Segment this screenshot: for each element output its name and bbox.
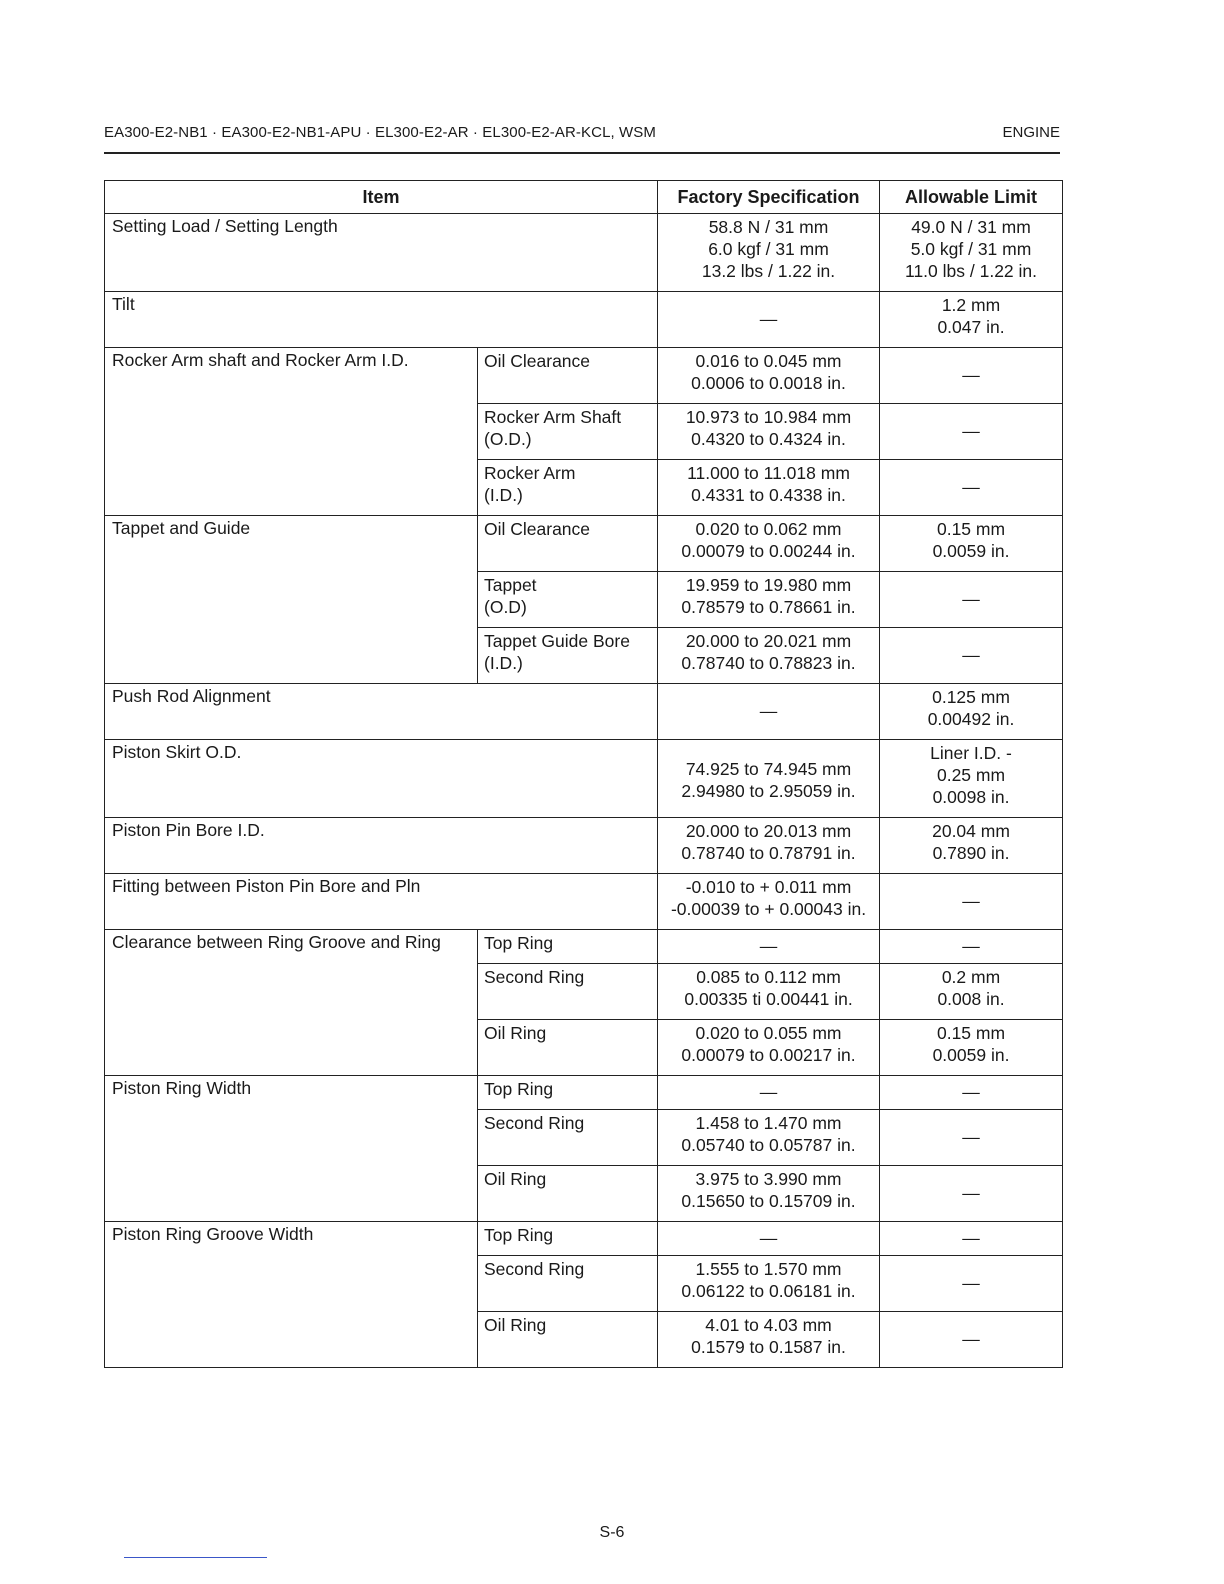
limit-cell: — <box>880 1166 1063 1222</box>
limit-cell: 20.04 mm 0.7890 in. <box>880 818 1063 874</box>
factory-cell: — <box>658 930 880 964</box>
header-divider <box>104 152 1060 154</box>
table-row <box>105 930 1063 964</box>
limit-cell: — <box>880 1110 1063 1166</box>
factory-cell: 20.000 to 20.013 mm 0.78740 to 0.78791 in. <box>658 818 880 874</box>
factory-cell: 10.973 to 10.984 mm 0.4320 to 0.4324 in. <box>658 404 880 460</box>
limit-cell: — <box>880 874 1063 930</box>
model-list: EA300-E2-NB1 · EA300-E2-NB1-APU · EL300-E2-AR · EL300-E2-AR-KCL, WSM <box>104 124 656 141</box>
sub-item-cell: Oil Ring <box>478 1166 658 1222</box>
factory-cell: — <box>658 684 880 740</box>
table-row <box>105 1222 1063 1256</box>
sub-item-cell: Second Ring <box>478 1256 658 1312</box>
limit-cell: — <box>880 572 1063 628</box>
limit-cell: — <box>880 1256 1063 1312</box>
section-title: ENGINE <box>1002 124 1060 141</box>
sub-item-cell: Rocker Arm (I.D.) <box>478 460 658 516</box>
item-cell: Rocker Arm shaft and Rocker Arm I.D. <box>105 348 478 516</box>
sub-item-cell: Top Ring <box>478 930 658 964</box>
item-cell: Piston Pin Bore I.D. <box>105 818 658 874</box>
table-row <box>105 684 1063 740</box>
sub-item-cell: Oil Ring <box>478 1312 658 1368</box>
limit-cell: — <box>880 404 1063 460</box>
table-row <box>105 348 1063 404</box>
sub-item-cell: Top Ring <box>478 1222 658 1256</box>
sub-item-cell: Rocker Arm Shaft (O.D.) <box>478 404 658 460</box>
limit-cell: 49.0 N / 31 mm 5.0 kgf / 31 mm 11.0 lbs / 1.22 in. <box>880 214 1063 292</box>
footer-link-line <box>124 1557 267 1558</box>
factory-cell: 0.085 to 0.112 mm 0.00335 ti 0.00441 in. <box>658 964 880 1020</box>
table-row <box>105 1076 1063 1110</box>
sub-item-cell: Tappet (O.D) <box>478 572 658 628</box>
table-row <box>105 214 1063 292</box>
column-header-item: Item <box>105 181 658 214</box>
item-cell: Push Rod Alignment <box>105 684 658 740</box>
factory-cell: 3.975 to 3.990 mm 0.15650 to 0.15709 in. <box>658 1166 880 1222</box>
item-cell: Tappet and Guide <box>105 516 478 684</box>
item-cell: Piston Skirt O.D. <box>105 740 658 818</box>
table-row <box>105 874 1063 930</box>
sub-item-cell: Oil Ring <box>478 1020 658 1076</box>
page-number: S-6 <box>599 1524 625 1541</box>
factory-cell: — <box>658 1076 880 1110</box>
item-cell: Piston Ring Width <box>105 1076 478 1222</box>
limit-cell: — <box>880 460 1063 516</box>
item-cell: Setting Load / Setting Length <box>105 214 658 292</box>
limit-cell: — <box>880 1222 1063 1256</box>
specification-table <box>104 180 1063 1368</box>
limit-cell: 0.15 mm 0.0059 in. <box>880 1020 1063 1076</box>
factory-cell: 1.555 to 1.570 mm 0.06122 to 0.06181 in. <box>658 1256 880 1312</box>
factory-cell: 0.020 to 0.055 mm 0.00079 to 0.00217 in. <box>658 1020 880 1076</box>
limit-cell: — <box>880 1076 1063 1110</box>
factory-cell: 11.000 to 11.018 mm 0.4331 to 0.4338 in. <box>658 460 880 516</box>
factory-cell: 1.458 to 1.470 mm 0.05740 to 0.05787 in. <box>658 1110 880 1166</box>
sub-item-cell: Oil Clearance <box>478 516 658 572</box>
column-header-limit: Allowable Limit <box>880 181 1063 214</box>
limit-cell: — <box>880 1312 1063 1368</box>
table-row <box>105 292 1063 348</box>
factory-cell: 20.000 to 20.021 mm 0.78740 to 0.78823 in. <box>658 628 880 684</box>
factory-cell: — <box>658 1222 880 1256</box>
item-cell: Clearance between Ring Groove and Ring <box>105 930 478 1076</box>
sub-item-cell: Second Ring <box>478 1110 658 1166</box>
factory-cell: 0.016 to 0.045 mm 0.0006 to 0.0018 in. <box>658 348 880 404</box>
column-header-factory: Factory Specification <box>658 181 880 214</box>
item-cell: Fitting between Piston Pin Bore and Pln <box>105 874 658 930</box>
item-cell: Tilt <box>105 292 658 348</box>
factory-cell: 19.959 to 19.980 mm 0.78579 to 0.78661 in. <box>658 572 880 628</box>
table-header-row <box>105 181 1063 214</box>
limit-cell: 0.125 mm 0.00492 in. <box>880 684 1063 740</box>
limit-cell: — <box>880 628 1063 684</box>
limit-cell: — <box>880 348 1063 404</box>
factory-cell: 74.925 to 74.945 mm 2.94980 to 2.95059 in. <box>658 740 880 818</box>
factory-cell: — <box>658 292 880 348</box>
sub-item-cell: Top Ring <box>478 1076 658 1110</box>
factory-cell: 4.01 to 4.03 mm 0.1579 to 0.1587 in. <box>658 1312 880 1368</box>
page-header <box>104 124 1060 146</box>
limit-cell: 0.15 mm 0.0059 in. <box>880 516 1063 572</box>
factory-cell: 58.8 N / 31 mm 6.0 kgf / 31 mm 13.2 lbs / 1.22 in. <box>658 214 880 292</box>
table-row <box>105 516 1063 572</box>
factory-cell: -0.010 to + 0.011 mm -0.00039 to + 0.00043 in. <box>658 874 880 930</box>
limit-cell: 0.2 mm 0.008 in. <box>880 964 1063 1020</box>
limit-cell: Liner I.D. - 0.25 mm 0.0098 in. <box>880 740 1063 818</box>
table-row <box>105 740 1063 818</box>
item-cell: Piston Ring Groove Width <box>105 1222 478 1368</box>
sub-item-cell: Second Ring <box>478 964 658 1020</box>
limit-cell: 1.2 mm 0.047 in. <box>880 292 1063 348</box>
sub-item-cell: Oil Clearance <box>478 348 658 404</box>
limit-cell: — <box>880 930 1063 964</box>
sub-item-cell: Tappet Guide Bore (I.D.) <box>478 628 658 684</box>
factory-cell: 0.020 to 0.062 mm 0.00079 to 0.00244 in. <box>658 516 880 572</box>
table-row <box>105 818 1063 874</box>
